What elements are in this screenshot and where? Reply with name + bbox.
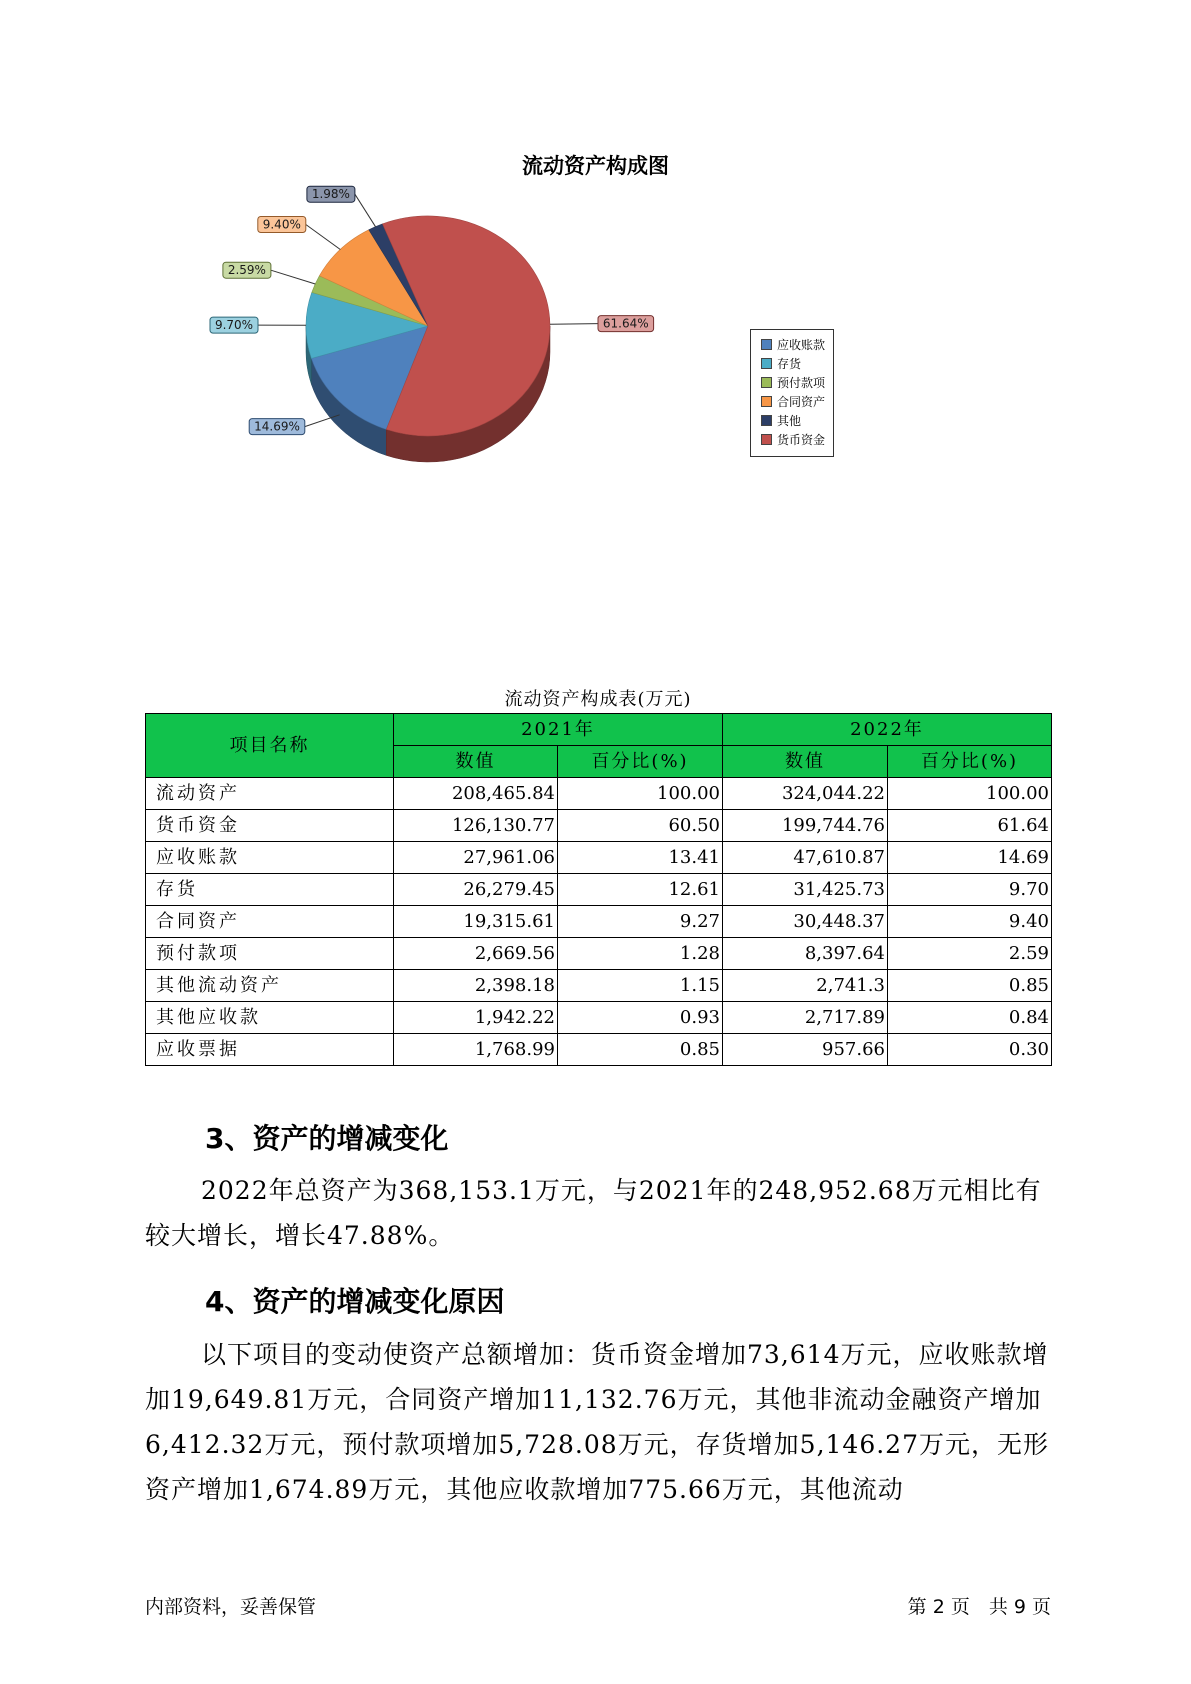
pct-2021: 0.85 <box>558 1034 723 1066</box>
row-name: 存货 <box>146 874 394 906</box>
callout-line <box>306 225 341 250</box>
pct-2021: 1.28 <box>558 938 723 970</box>
row-name: 货币资金 <box>146 810 394 842</box>
value-2022: 30,448.37 <box>723 906 888 938</box>
chart-title: 流动资产构成图 <box>522 154 669 178</box>
header-value-2021: 数值 <box>394 746 558 778</box>
row-name: 合同资产 <box>146 906 394 938</box>
pie-slice-label: 61.64% <box>602 316 649 331</box>
value-2021: 126,130.77 <box>394 810 558 842</box>
legend-swatch <box>761 415 772 426</box>
pie-chart <box>0 0 1191 500</box>
legend-item <box>761 393 833 412</box>
value-2022: 2,717.89 <box>723 1002 888 1034</box>
value-2021: 1,768.99 <box>394 1034 558 1066</box>
pct-2022: 9.40 <box>888 906 1052 938</box>
table-row <box>146 810 1052 842</box>
table-row <box>146 1034 1052 1066</box>
pie-slice-label: 14.69% <box>254 419 300 434</box>
legend-swatch <box>761 377 772 388</box>
legend-swatch <box>761 396 772 407</box>
pct-2022: 0.84 <box>888 1002 1052 1034</box>
legend-item <box>761 336 833 355</box>
pct-2021: 100.00 <box>558 778 723 810</box>
pct-2022: 2.59 <box>888 938 1052 970</box>
row-name: 其他应收款 <box>146 1002 394 1034</box>
header-year-2021: 2021年 <box>394 714 723 746</box>
current-assets-table <box>145 713 1052 1066</box>
section-4-paragraph: 以下项目的变动使资产总额增加：货币资金增加73,614万元，应收账款增加19,649.81万元，合同资产增加11,132.76万元，其他非流动金融资产增加6,412.32万元，预付款项增加5,728.08万元，存货增加5,146.27万元，无形资产增加1,674.89万元，其他应收款增加775.66万元，其他流动 <box>145 1340 1049 1504</box>
value-2021: 27,961.06 <box>394 842 558 874</box>
pct-2021: 60.50 <box>558 810 723 842</box>
footer-page-number: 第 2 页 共 9 页 <box>907 1596 1051 1618</box>
pct-2022: 61.64 <box>888 810 1052 842</box>
value-2022: 199,744.76 <box>723 810 888 842</box>
pct-2022: 9.70 <box>888 874 1052 906</box>
value-2021: 2,398.18 <box>394 970 558 1002</box>
section-3-heading: 3、资产的增减变化 <box>205 1122 449 1155</box>
value-2021: 1,942.22 <box>394 1002 558 1034</box>
pie-slice-label: 2.59% <box>227 263 266 278</box>
row-name: 应收账款 <box>146 842 394 874</box>
value-2021: 2,669.56 <box>394 938 558 970</box>
pie-slice-label: 1.98% <box>311 187 350 202</box>
footer-confidential-note: 内部资料，妥善保管 <box>145 1596 317 1618</box>
value-2021: 208,465.84 <box>394 778 558 810</box>
legend-label: 合同资产 <box>777 395 826 409</box>
pct-2022: 0.85 <box>888 970 1052 1002</box>
pie-slice-label: 9.40% <box>262 217 301 232</box>
table-row <box>146 1002 1052 1034</box>
value-2022: 47,610.87 <box>723 842 888 874</box>
pct-2022: 0.30 <box>888 1034 1052 1066</box>
pct-2022: 14.69 <box>888 842 1052 874</box>
row-name: 预付款项 <box>146 938 394 970</box>
section-4-heading: 4、资产的增减变化原因 <box>205 1285 505 1318</box>
legend-label: 存货 <box>777 357 802 371</box>
pct-2021: 13.41 <box>558 842 723 874</box>
table-row <box>146 778 1052 810</box>
header-item-name: 项目名称 <box>146 714 394 778</box>
value-2022: 324,044.22 <box>723 778 888 810</box>
callout-line <box>271 270 315 284</box>
table-row <box>146 938 1052 970</box>
legend-item <box>761 374 833 393</box>
value-2022: 2,741.3 <box>723 970 888 1002</box>
header-pct-2021: 百分比(%) <box>558 746 723 778</box>
table-caption: 流动资产构成表(万元) <box>504 689 692 710</box>
value-2021: 26,279.45 <box>394 874 558 906</box>
section-3-paragraph: 2022年总资产为368,153.1万元，与2021年的248,952.68万元相比有较大增长，增长47.88%。 <box>145 1176 1042 1250</box>
table-row <box>146 970 1052 1002</box>
callout-line <box>355 194 376 227</box>
row-name: 应收票据 <box>146 1034 394 1066</box>
pie-slices <box>306 216 550 436</box>
pie-slice-label: 9.70% <box>214 318 254 333</box>
table-row <box>146 906 1052 938</box>
legend-item <box>761 355 833 374</box>
pct-2021: 1.15 <box>558 970 723 1002</box>
callout-line <box>550 324 598 325</box>
row-name: 流动资产 <box>146 778 394 810</box>
value-2022: 31,425.73 <box>723 874 888 906</box>
chart-legend <box>750 329 834 457</box>
header-pct-2022: 百分比(%) <box>888 746 1052 778</box>
table-row <box>146 842 1052 874</box>
legend-label: 货币资金 <box>777 433 826 447</box>
value-2022: 957.66 <box>723 1034 888 1066</box>
legend-swatch <box>761 339 772 350</box>
header-year-2022: 2022年 <box>723 714 1052 746</box>
legend-label: 预付款项 <box>777 376 826 390</box>
legend-item <box>761 412 833 431</box>
pct-2021: 12.61 <box>558 874 723 906</box>
legend-item <box>761 431 833 450</box>
legend-swatch <box>761 358 772 369</box>
value-2022: 8,397.64 <box>723 938 888 970</box>
header-value-2022: 数值 <box>723 746 888 778</box>
legend-label: 其他 <box>777 414 802 428</box>
pct-2021: 0.93 <box>558 1002 723 1034</box>
legend-swatch <box>761 434 772 445</box>
pct-2021: 9.27 <box>558 906 723 938</box>
row-name: 其他流动资产 <box>146 970 394 1002</box>
value-2021: 19,315.61 <box>394 906 558 938</box>
table-row <box>146 874 1052 906</box>
legend-label: 应收账款 <box>777 338 826 352</box>
pct-2022: 100.00 <box>888 778 1052 810</box>
